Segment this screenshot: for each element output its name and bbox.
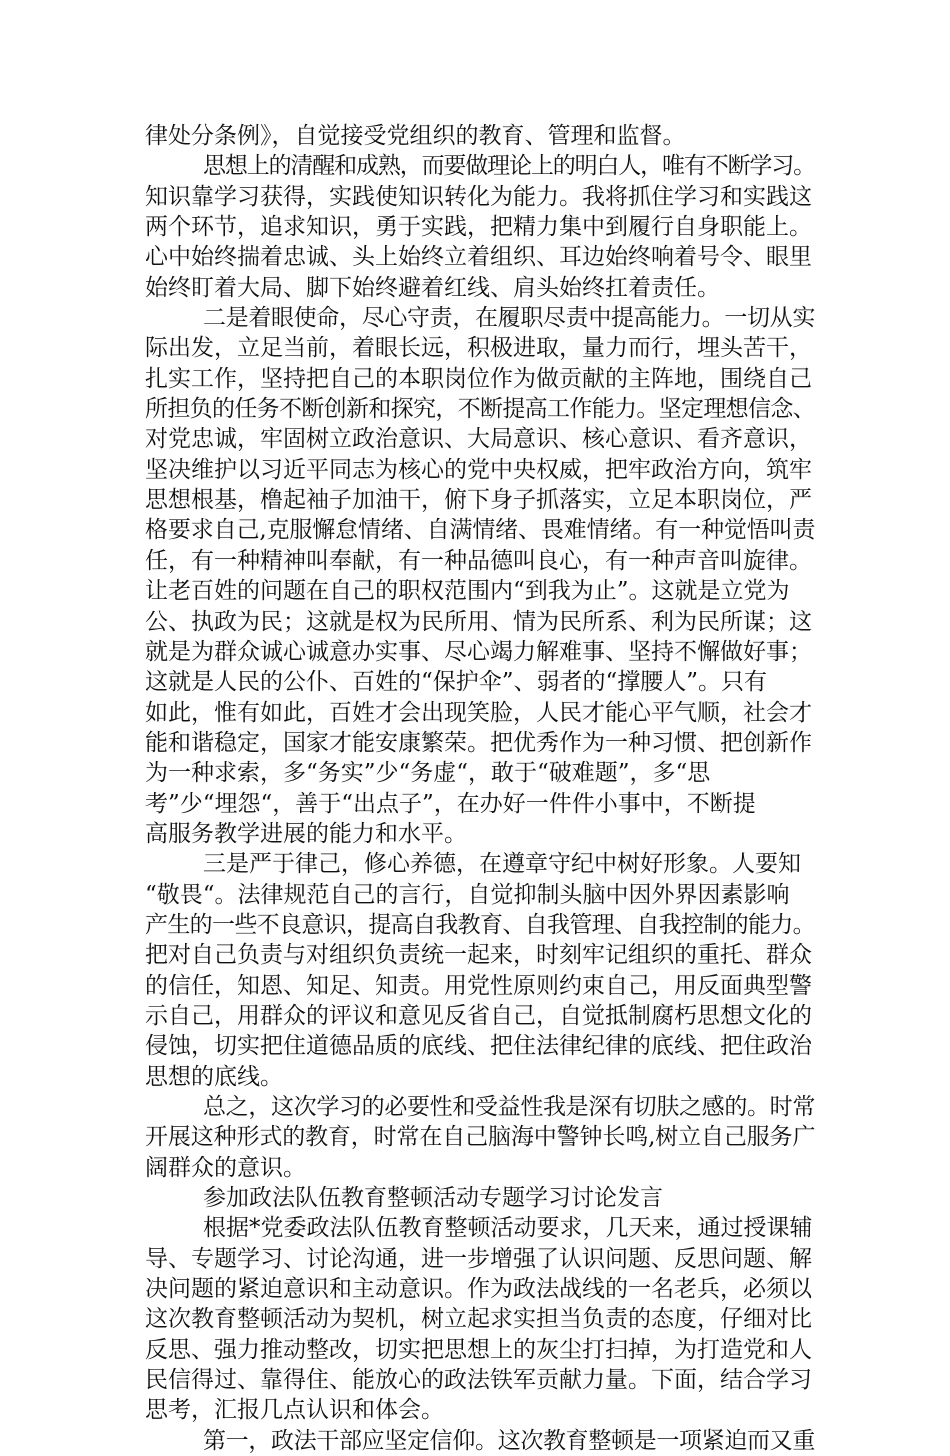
text-line: 二是着眼使命，尽心守责，在履职尽责中提高能力。一切从实	[203, 305, 816, 332]
text-line: 公、执政为民；这就是权为民所用、情为民所系、利为民所谋；这	[145, 608, 812, 635]
text-line: 根据*党委政法队伍教育整顿活动要求，几天来，通过授课辅	[203, 1215, 813, 1242]
text-line: 的信任，知恩、知足、知责。用党性原则约束自己，用反面典型警	[145, 972, 812, 999]
text-line: 阔群众的意识。	[145, 1154, 306, 1181]
text-line: 律处分条例》，自觉接受党组织的教育、管理和监督。	[145, 123, 686, 149]
text-line: 任，有一种精神叫奉献，有一种品德叫良心，有一种声音叫旋律。	[145, 547, 812, 574]
text-line: 能和谐稳定，国家才能安康繁荣。把优秀作为一种习惯、把创新作	[145, 729, 812, 756]
text-line: 这次教育整顿活动为契机，树立起求实担当负责的态度，仔细对比	[145, 1306, 812, 1333]
text-line: 就是为群众诚心诚意办实事、尽心竭力解难事、坚持不懈做好事；	[145, 638, 812, 665]
text-line: 总之，这次学习的必要性和受益性我是深有切肤之感的。时常	[203, 1094, 816, 1120]
text-line: 际出发，立足当前，着眼长远，积极进取，量力而行，埋头苦干，	[145, 335, 812, 362]
text-line: 知识靠学习获得，实践使知识转化为能力。我将抓住学习和实践这	[145, 183, 812, 210]
text-line: 对党忠诚，牢固树立政治意识、大局意识、核心意识、看齐意识，	[145, 426, 812, 453]
text-line: 所担负的任务不断创新和探究，不断提高工作能力。坚定理想信念、	[145, 396, 815, 423]
text-line: 让老百姓的问题在自己的职权范围内“到我为止”。这就是立党为	[145, 578, 790, 605]
text-line: 如此，惟有如此，百姓才会出现笑脸，人民才能心平气顺，社会才	[145, 699, 812, 726]
text-line: 参加政法队伍教育整顿活动专题学习讨论发言	[203, 1185, 663, 1212]
text-line: 考”少“埋怨“，善于“出点子”，在办好一件件小事中，不断提	[145, 790, 756, 817]
text-line: “敬畏“。法律规范自己的言行，自觉抑制头脑中因外界因素影响	[145, 881, 790, 908]
text-line: 高服务教学进展的能力和水平。	[145, 820, 467, 847]
document-body	[145, 121, 815, 1456]
text-line: 产生的一些不良意识，提高自我教育、自我管理、自我控制的能力。	[145, 911, 815, 938]
text-line: 思想上的清醒和成熟，而要做理论上的明白人，唯有不断学习。	[203, 153, 815, 180]
text-line: 示自己，用群众的评议和意见反省自己，自觉抵制腐朽思想文化的	[145, 1002, 812, 1029]
text-line: 导、专题学习、讨论沟通，进一步增强了认识问题、反思问题、解	[145, 1245, 812, 1272]
text-line: 格要求自己,克服懈怠情绪、自满情绪、畏难情绪。有一种觉悟叫责	[145, 517, 816, 544]
text-line: 把对自己负责与对组织负责统一起来，时刻牢记组织的重托、群众	[145, 942, 812, 969]
text-line: 思想的底线。	[145, 1063, 283, 1090]
text-line: 坚决维护以习近平同志为核心的党中央权威，把牢政治方向，筑牢	[145, 456, 812, 483]
text-line: 思想根基，橹起袖子加油干，俯下身子抓落实，立足本职岗位，严	[145, 487, 812, 514]
text-line: 开展这种形式的教育，时常在自己脑海中警钟长鸣,树立自己服务广	[145, 1124, 816, 1151]
text-line: 扎实工作，坚持把自己的本职岗位作为做贡献的主阵地，围绕自己	[145, 365, 812, 392]
text-line: 第一，政法干部应坚定信仰。这次教育整顿是一项紧迫而又重	[203, 1427, 816, 1454]
text-line: 为一种求索，多“务实”少“务虚“，敢于“破难题”，多“思	[145, 760, 711, 787]
text-line: 思考，汇报几点认识和体会。	[145, 1397, 444, 1424]
text-line: 反思、强力推动整改，切实把思想上的灰尘打扫掉，为打造党和人	[145, 1336, 812, 1363]
text-line: 决问题的紧迫意识和主动意识。作为政法战线的一名老兵，必须以	[145, 1276, 812, 1303]
text-line: 这就是人民的公仆、百姓的“保护伞”、弱者的“撑腰人”。只有	[145, 669, 768, 696]
text-line: 心中始终揣着忠诚、头上始终立着组织、耳边始终响着号令、眼里	[145, 244, 812, 271]
text-line: 民信得过、靠得住、能放心的政法铁军贡献力量。下面，结合学习	[145, 1367, 812, 1394]
text-line: 侵蚀，切实把住道德品质的底线、把住法律纪律的底线、把住政治	[145, 1033, 812, 1060]
text-line: 两个环节，追求知识，勇于实践，把精力集中到履行自身职能上。	[145, 214, 812, 241]
text-line: 始终盯着大局、脚下始终避着红线、肩头始终扛着责任。	[145, 274, 720, 301]
text-line: 三是严于律己，修心养德，在遵章守纪中树好形象。人要知	[203, 851, 801, 878]
